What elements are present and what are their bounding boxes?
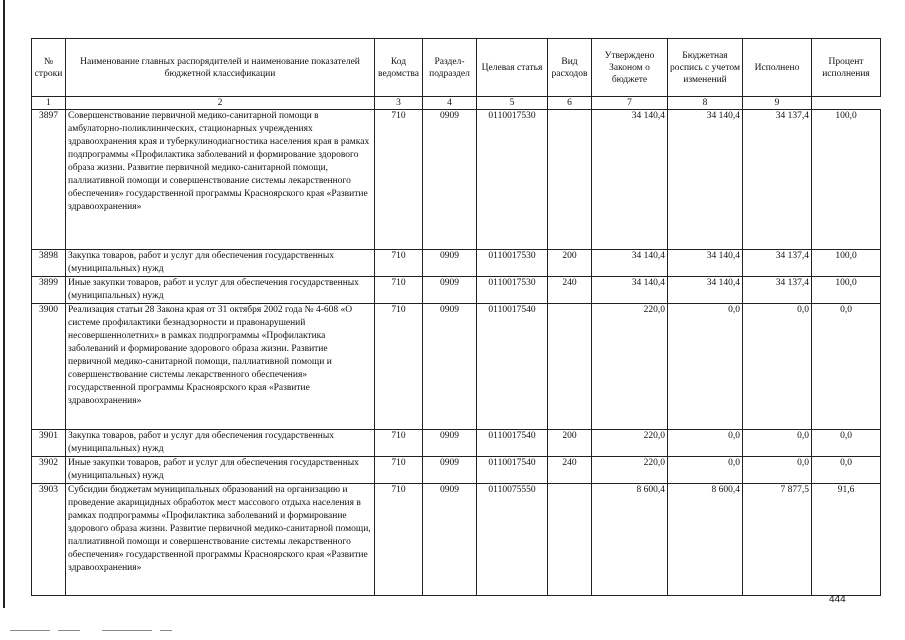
row-budget: 0,0 [668, 457, 743, 484]
column-number: 2 [66, 97, 375, 110]
header-row-no: № строки [32, 39, 66, 97]
scan-artifact-lines [10, 628, 175, 634]
row-dept-code: 710 [375, 484, 423, 596]
row-dept-code: 710 [375, 430, 423, 457]
row-percent: 0,0 [812, 430, 881, 457]
row-budget: 34 140,4 [668, 110, 743, 250]
table-row [32, 250, 881, 277]
row-name: Иные закупки товаров, работ и услуг для обеспечения государственных (муниципальных) нужд [66, 457, 375, 484]
header-percent: Процент исполнения [812, 39, 881, 97]
header-name: Наименование главных распорядителей и наименование показателей бюджетной классификации [66, 39, 375, 97]
row-percent: 0,0 [812, 457, 881, 484]
header-section: Раздел-подраздел [423, 39, 477, 97]
column-number: 6 [548, 97, 592, 110]
row-name: Совершенствование первичной медико-санитарной помощи в амбулаторно-поликлинических, стационарных учреждениях здравоохранения края и туберкулинодиагностика населения края в рамках подпрограммы «Профилактика заболеваний и формирование здорового образа жизни. Развитие первичной медико-санитарной помощи, паллиативной помощи и совершенствование системы лекарственного обеспечения» государственной программы Красноярского края «Развитие здравоохранения» [66, 110, 375, 250]
row-number: 3900 [32, 304, 66, 430]
row-expense-type: 200 [548, 250, 592, 277]
row-budget: 34 140,4 [668, 250, 743, 277]
row-approved: 34 140,4 [592, 110, 668, 250]
column-number-row [32, 97, 881, 110]
row-number: 3902 [32, 457, 66, 484]
header-executed: Исполнено [743, 39, 812, 97]
row-budget: 8 600,4 [668, 484, 743, 596]
row-dept-code: 710 [375, 304, 423, 430]
row-executed: 34 137,4 [743, 110, 812, 250]
row-executed: 0,0 [743, 430, 812, 457]
header-dept-code: Код ведомства [375, 39, 423, 97]
row-percent: 0,0 [812, 304, 881, 430]
table-row [32, 484, 881, 596]
row-executed: 0,0 [743, 457, 812, 484]
row-percent: 100,0 [812, 250, 881, 277]
column-number: 9 [743, 97, 812, 110]
row-section: 0909 [423, 250, 477, 277]
header-approved: Утверждено Законом о бюджете [592, 39, 668, 97]
row-section: 0909 [423, 430, 477, 457]
table-row [32, 110, 881, 250]
row-target: 0110075550 [477, 484, 548, 596]
row-executed: 34 137,4 [743, 277, 812, 304]
row-budget: 34 140,4 [668, 277, 743, 304]
row-target: 0110017540 [477, 430, 548, 457]
column-number: 1 [32, 97, 66, 110]
row-dept-code: 710 [375, 457, 423, 484]
row-section: 0909 [423, 484, 477, 596]
row-budget: 0,0 [668, 304, 743, 430]
column-number: 4 [423, 97, 477, 110]
header-row [32, 39, 881, 97]
row-dept-code: 710 [375, 277, 423, 304]
row-name: Иные закупки товаров, работ и услуг для обеспечения государственных (муниципальных) нужд [66, 277, 375, 304]
row-number: 3899 [32, 277, 66, 304]
row-dept-code: 710 [375, 250, 423, 277]
row-section: 0909 [423, 457, 477, 484]
row-target: 0110017540 [477, 457, 548, 484]
row-expense-type [548, 484, 592, 596]
column-number: 8 [668, 97, 743, 110]
row-expense-type: 240 [548, 457, 592, 484]
row-target: 0110017530 [477, 277, 548, 304]
row-name: Реализация статьи 28 Закона края от 31 октября 2002 года № 4-608 «О системе профилактики безнадзорности и правонарушений несовершеннолетних» в рамках подпрограммы «Профилактика заболеваний и формирование здорового образа жизни. Развитие первичной медико-санитарной помощи, паллиативной помощи и совершенствование системы лекарственного обеспечения» государственной программы Красноярского края «Развитие здравоохранения» [66, 304, 375, 430]
scan-left-border [3, 0, 5, 608]
row-number: 3898 [32, 250, 66, 277]
table-row [32, 457, 881, 484]
header-target: Целевая статья [477, 39, 548, 97]
column-number: 5 [477, 97, 548, 110]
row-target: 0110017540 [477, 304, 548, 430]
row-name: Закупка товаров, работ и услуг для обеспечения государственных (муниципальных) нужд [66, 250, 375, 277]
row-expense-type: 240 [548, 277, 592, 304]
column-number: 7 [592, 97, 668, 110]
row-approved: 220,0 [592, 457, 668, 484]
row-budget: 0,0 [668, 430, 743, 457]
row-approved: 220,0 [592, 304, 668, 430]
row-number: 3897 [32, 110, 66, 250]
table-row [32, 430, 881, 457]
row-approved: 8 600,4 [592, 484, 668, 596]
row-name: Закупка товаров, работ и услуг для обеспечения государственных (муниципальных) нужд [66, 430, 375, 457]
header-budget-list: Бюджетная роспись с учетом изменений [668, 39, 743, 97]
row-target: 0110017530 [477, 110, 548, 250]
row-number: 3901 [32, 430, 66, 457]
row-percent: 100,0 [812, 277, 881, 304]
page-number: 444 [829, 594, 846, 605]
row-name: Субсидии бюджетам муниципальных образований на организацию и проведение акарицидных обработок мест массового отдыха населения в рамках подпрограммы «Профилактика заболеваний и формирование здорового образа жизни. Развитие первичной медико-санитарной помощи, паллиативной помощи и совершенствование системы лекарственного обеспечения» государственной программы Красноярского края «Развитие здравоохранения» [66, 484, 375, 596]
row-expense-type: 200 [548, 430, 592, 457]
row-target: 0110017530 [477, 250, 548, 277]
row-executed: 0,0 [743, 304, 812, 430]
row-expense-type [548, 304, 592, 430]
row-dept-code: 710 [375, 110, 423, 250]
row-section: 0909 [423, 110, 477, 250]
table-row [32, 277, 881, 304]
row-percent: 91,6 [812, 484, 881, 596]
row-executed: 34 137,4 [743, 250, 812, 277]
table-row [32, 304, 881, 430]
row-executed: 7 877,5 [743, 484, 812, 596]
row-expense-type [548, 110, 592, 250]
row-number: 3903 [32, 484, 66, 596]
header-expense-type: Вид расходов [548, 39, 592, 97]
row-approved: 34 140,4 [592, 250, 668, 277]
budget-execution-table [31, 38, 881, 596]
row-approved: 220,0 [592, 430, 668, 457]
column-number: 3 [375, 97, 423, 110]
row-percent: 100,0 [812, 110, 881, 250]
row-section: 0909 [423, 304, 477, 430]
row-approved: 34 140,4 [592, 277, 668, 304]
row-section: 0909 [423, 277, 477, 304]
